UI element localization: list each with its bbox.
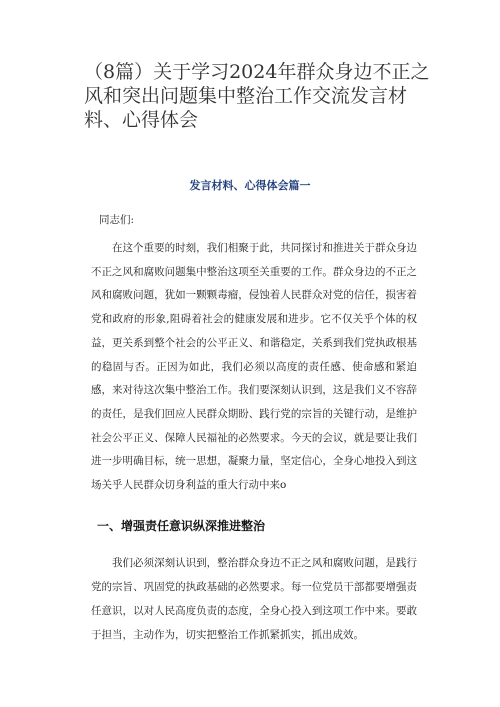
body-paragraph-1: 在这个重要的时刻，我们相聚于此，共同探讨和推进关于群众身边不正之风和腐败问题集中整治这项至关重要的工作。群众身边的不正之风和腐败问题，犹如一颗颗毒瘤，侵蚀着人民群众对党的信任，损害着党和政府的形象,阻碍着社会的健康发展和进步。它不仅关乎个体的权益，更关系到整个社会的公平正义、和谐稳定，关系到我们党执政根基的稳固与否。正因为如此，我们必须以高度的责任感、使命感和紧迫感，来对待这次集中整治工作。我们要深刻认识到，这是我们义不容辞的责任，是我们回应人民群众期盼、践行党的宗旨的关键行动，是维护社会公平正义、保障人民福祉的必然要求。今天的会议，就是要让我们进一步明确目标，统一思想，凝聚力量，坚定信心，全身心地投入到这场关乎人民群众切身利益的重大行动中来o <box>91 242 417 492</box>
subheading-1: 一、增强责任意识纵深推进整治 <box>97 519 266 533</box>
body-paragraph-2: 我们必须深刻认识到，整治群众身边不正之风和腐败问题，是践行党的宗旨、巩固党的执政基础的必然要求。每一位党员干部都要增强责任意识，以对人民高度负责的态度，全身心投入到这项工作中来。要敢于担当，主动作为，切实把整治工作抓紧抓实，抓出成效。 <box>91 557 417 641</box>
document-title: （8篇）关于学习2024年群众身边不正之风和突出问题集中整治工作交流发言材料、心得体会 <box>84 61 430 131</box>
greeting: 同志们: <box>99 214 135 226</box>
section-heading: 发言材料、心得体会篇一 <box>189 179 311 192</box>
